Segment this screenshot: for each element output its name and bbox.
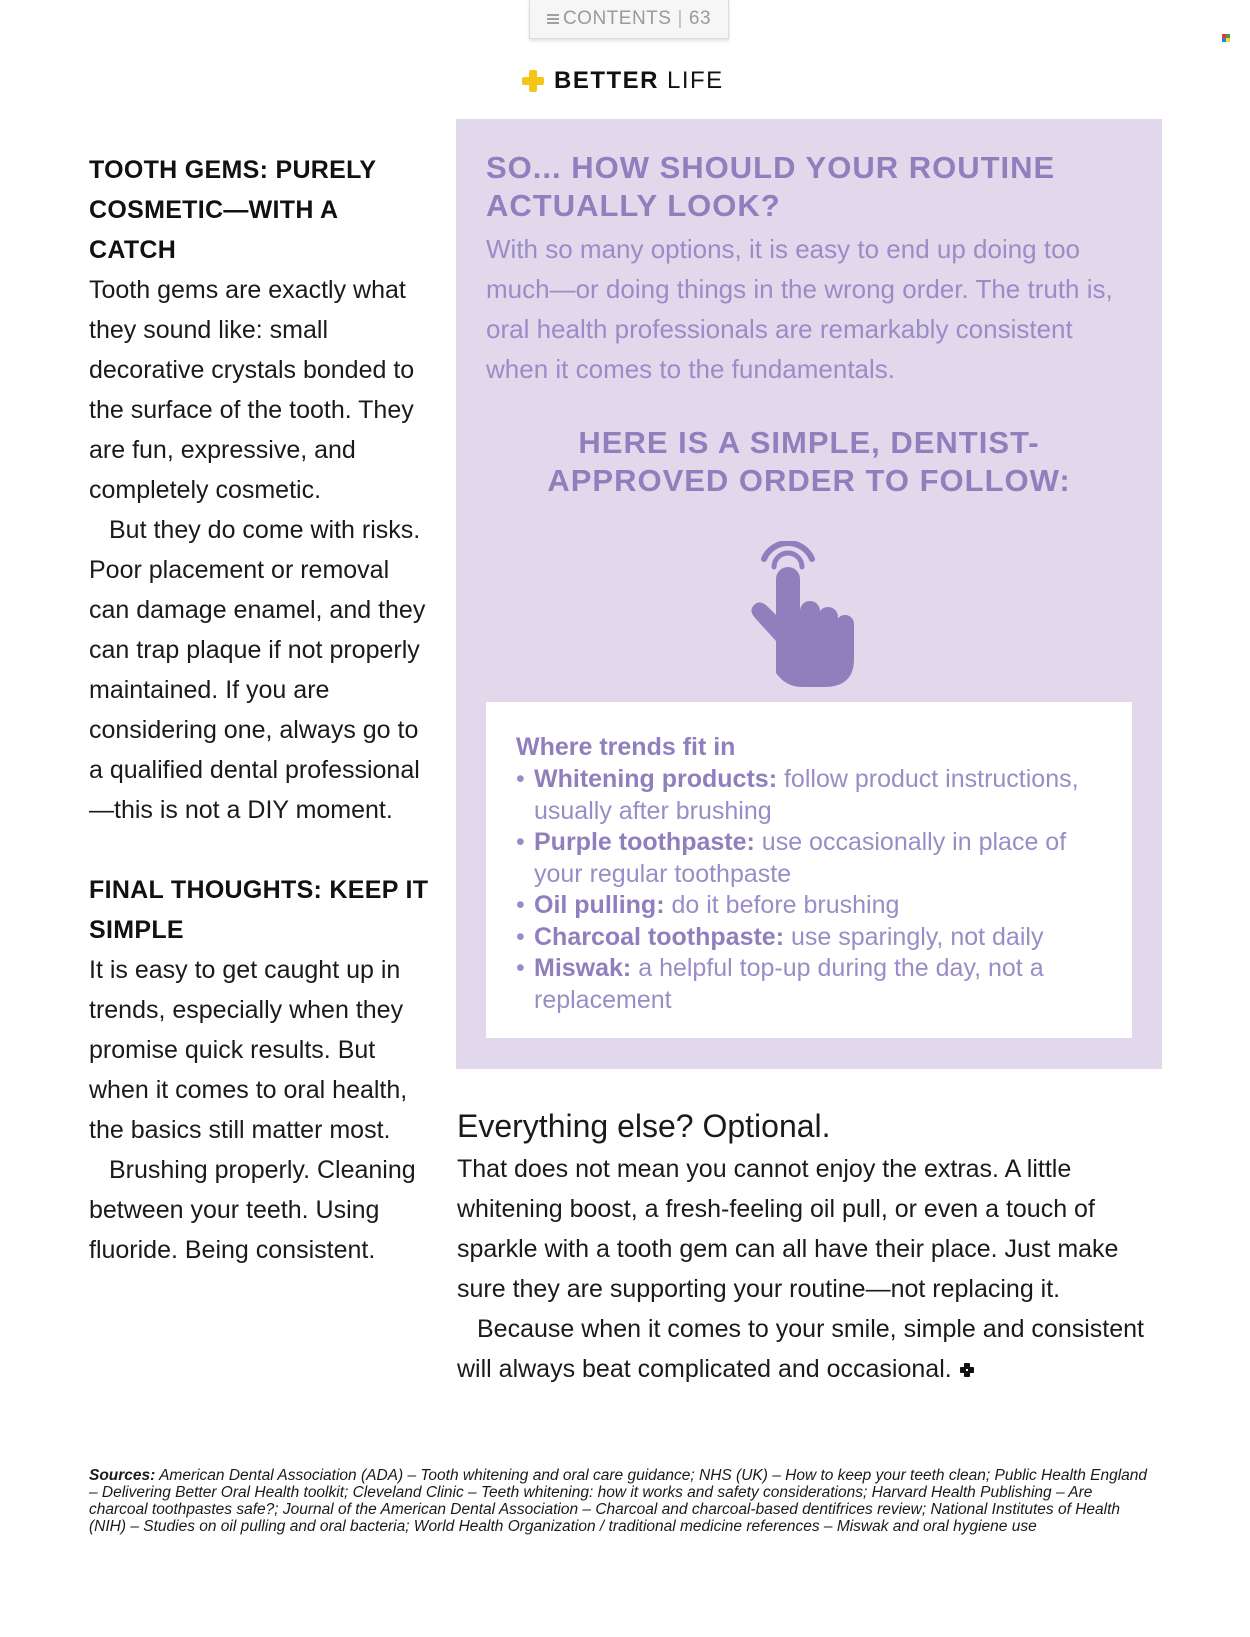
trend-description: follow product instructions, usually after brushing: [534, 765, 1079, 825]
tooth-gems-paragraph-1: Tooth gems are exactly what they sound like: small decorative crystals bonded to the surface of the tooth. They are fun, expressive, and completely cosmetic.: [89, 276, 415, 504]
final-thoughts-heading: FINAL THOUGHTS: KEEP IT SIMPLE: [89, 876, 429, 944]
menu-icon: [547, 12, 559, 26]
list-item: [516, 922, 1116, 954]
tooth-gems-paragraph-2: But they do come with risks. Poor placement or removal can damage enamel, and they can trap plaque if not properly maintained. If you are considering one, always go to a qualified dental professional—this is not a DIY moment.: [89, 516, 426, 824]
list-item: [516, 953, 1116, 1016]
contents-label: CONTENTS: [562, 8, 672, 29]
optional-paragraph-1: That does not mean you cannot enjoy the extras. A little whitening boost, a fresh-feeling oil pull, or even a touch of sparkle with a tooth gem can all have their place. Just make sure they are supporting your routine—not replacing it.: [457, 1155, 1119, 1303]
list-item: [516, 890, 1116, 922]
contents-tab[interactable]: [529, 0, 729, 39]
trends-list: [516, 764, 1116, 1016]
trend-term: Oil pulling:: [534, 891, 665, 919]
routine-box-title: SO... HOW SHOULD YOUR ROUTINE ACTUALLY LOOK?: [486, 150, 1056, 223]
plus-icon: [522, 70, 544, 92]
page-number: 63: [688, 8, 712, 29]
sources-footnote: [89, 1467, 1149, 1535]
pointing-hand-icon: [746, 541, 866, 691]
section-header: [522, 66, 724, 96]
trend-description: a helpful top-up during the day, not a replacement: [534, 954, 1044, 1014]
final-thoughts-paragraph-2: Brushing properly. Cleaning between your teeth. Using fluoride. Being consistent.: [89, 1156, 416, 1264]
left-column: [89, 150, 429, 1270]
final-thoughts-paragraph-1: It is easy to get caught up in trends, especially when they promise quick results. But when it comes to oral health, the basics still matter most.: [89, 956, 408, 1144]
end-mark-icon: [960, 1363, 974, 1377]
list-item: [516, 764, 1116, 827]
trend-description: use sparingly, not daily: [790, 922, 1044, 951]
trends-title: Where trends fit in: [516, 733, 736, 761]
divider: |: [677, 8, 683, 29]
trend-term: Purple toothpaste:: [534, 828, 755, 856]
trend-description: use occasionally in place of your regular toothpaste: [534, 828, 1067, 888]
list-item: [516, 827, 1116, 890]
trend-term: Miswak:: [534, 954, 632, 982]
trend-term: Whitening products:: [534, 765, 778, 793]
trend-term: Charcoal toothpaste:: [534, 922, 785, 951]
sources-text: American Dental Association (ADA) – Tooth whitening and oral care guidance; NHS (UK) – How to keep your teeth clean; Public Health England – Delivering Better Oral Health toolkit; Cleveland Clinic – Teeth whitening: how it works and safety considerations; Harvard Health Publishing – Are charcoal toothpastes safe?; Journal of the American Dental Association – Charcoal and charcoal-based dentifrices review; National Institutes of Health (NIH) – Studies on oil pulling and oral bacteria; World Health Organization / traditional medicine references – Miswak and oral hygiene use: [89, 1467, 1148, 1535]
sources-label: Sources:: [89, 1467, 156, 1484]
trends-card: [486, 702, 1132, 1038]
optional-heading: Everything else? Optional.: [457, 1108, 831, 1144]
section-title-bold: BETTER: [554, 67, 659, 94]
optional-paragraph-2: Because when it comes to your smile, simple and consistent will always beat complicated and occasional.: [457, 1315, 1144, 1383]
section-title-light: LIFE: [667, 67, 724, 94]
tooth-gems-heading: TOOTH GEMS: PURELY COSMETIC—WITH A CATCH: [89, 156, 376, 264]
routine-sidebar-box: [456, 119, 1162, 1069]
optional-paragraph-2-wrap: [457, 1309, 1147, 1389]
trend-description: do it before brushing: [671, 891, 900, 919]
routine-box-intro: With so many options, it is easy to end up doing too much—or doing things in the wrong order. The truth is, oral health professionals are remarkably consistent when it comes to the fundamentals.: [486, 234, 1113, 384]
right-column: [457, 1105, 1147, 1389]
routine-box-subheading: HERE IS A SIMPLE, DENTIST-APPROVED ORDER TO FOLLOW:: [547, 425, 1071, 498]
color-registration-icon: [1222, 34, 1230, 42]
